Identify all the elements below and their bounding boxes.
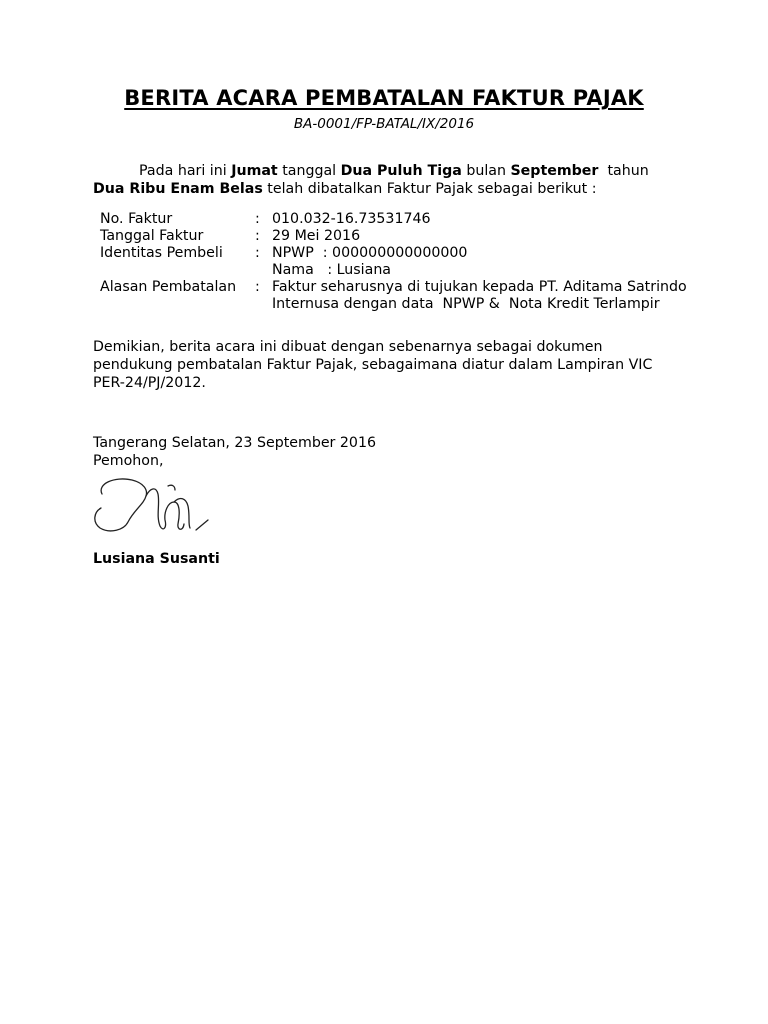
detail-row: [0, 262, 768, 279]
intro-year: Dua Ribu Enam Belas: [93, 181, 263, 197]
detail-colon: :: [255, 228, 260, 244]
detail-colon: :: [255, 211, 260, 227]
detail-row: [0, 211, 768, 228]
detail-label: Alasan Pembatalan: [100, 279, 237, 295]
intro-text: telah dibatalkan Faktur Pajak sebagai berikut :: [262, 181, 597, 197]
intro-month: September: [510, 163, 599, 179]
detail-row: [0, 228, 768, 245]
detail-value: Nama : Lusiana: [272, 262, 392, 278]
detail-colon: :: [255, 279, 260, 295]
closing-line: Demikian, berita acara ini dibuat dengan sebenarnya sebagai dokumen: [93, 339, 603, 355]
intro-line-2: [93, 181, 596, 197]
detail-label: Identitas Pembeli: [100, 245, 223, 261]
document-number: BA-0001/FP-BATAL/IX/2016: [293, 116, 475, 132]
intro-day: Jumat: [231, 163, 278, 179]
intro-text: bulan: [461, 163, 511, 179]
detail-row: [0, 279, 768, 296]
detail-value: 010.032-16.73531746: [272, 211, 431, 227]
place-date: Tangerang Selatan, 23 September 2016: [93, 435, 377, 451]
detail-value: NPWP : 000000000000000: [272, 245, 468, 261]
intro-text: Pada hari ini: [139, 163, 232, 179]
detail-row: [0, 296, 768, 313]
intro-date: Dua Puluh Tiga: [340, 163, 462, 179]
intro-text: tanggal: [277, 163, 341, 179]
detail-label: Tanggal Faktur: [100, 228, 204, 244]
detail-label: No. Faktur: [100, 211, 173, 227]
detail-value: Faktur seharusnya di tujukan kepada PT. Aditama Satrindo: [272, 279, 687, 295]
detail-value: Internusa dengan data NPWP & Nota Kredit Terlampir: [272, 296, 660, 312]
signer-name: Lusiana Susanti: [93, 551, 220, 567]
detail-colon: :: [255, 245, 260, 261]
intro-text: tahun: [598, 163, 649, 179]
closing-line: PER-24/PJ/2012.: [93, 375, 206, 391]
intro-line-1: [139, 163, 649, 179]
signature-icon: [88, 468, 216, 540]
detail-value: 29 Mei 2016: [272, 228, 361, 244]
detail-row: [0, 245, 768, 262]
applicant-label: Pemohon,: [93, 453, 164, 469]
document-title: BERITA ACARA PEMBATALAN FAKTUR PAJAK: [124, 86, 644, 110]
closing-line: pendukung pembatalan Faktur Pajak, sebagaimana diatur dalam Lampiran VIC: [93, 357, 653, 373]
